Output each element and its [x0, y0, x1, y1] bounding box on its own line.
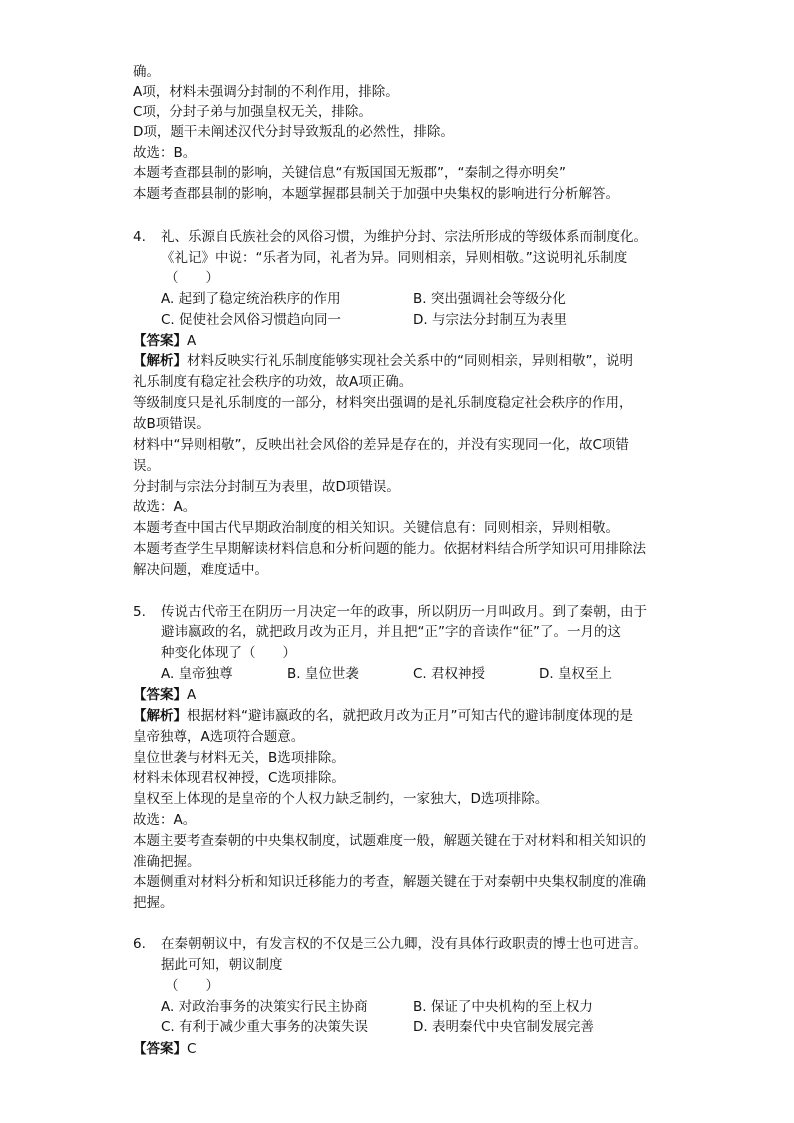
question-number: 4.	[133, 229, 146, 245]
analysis-line	[133, 706, 633, 726]
option-d: D. 与宗法分封制互为表里	[413, 312, 567, 328]
text-line: 准确把握。	[133, 854, 201, 870]
option-a: A. 起到了稳定统治秩序的作用	[161, 291, 341, 307]
option-b: B. 保证了中央机构的至上权力	[413, 999, 593, 1015]
analysis-line	[133, 351, 633, 371]
text-line: 误。	[133, 458, 160, 474]
text-line: 礼乐制度有稳定社会秩序的功效，故A项正确。	[133, 374, 413, 390]
text-line: D项，题干未阐述汉代分封导致叛乱的必然性，排除。	[133, 124, 454, 140]
text-line: 确。	[133, 64, 160, 80]
question-stem-line: 避讳嬴政的名，就把政月改为正月，并且把“正”字的音读作“征”了。一月的这	[161, 624, 621, 640]
text-line: 本题侧重对材料分析和知识迁移能力的考查，解题关键在于对秦朝中央集权制度的准确	[133, 874, 646, 890]
answer-value: A	[187, 687, 197, 703]
question-stem-line: 种变化体现了（ ）	[161, 645, 296, 661]
text-line: A项，材料未强调分封制的不利作用，排除。	[133, 84, 399, 100]
text-line: 材料中“异则相敬”，反映出社会风俗的差异是存在的，并没有实现同一化，故C项错	[133, 437, 629, 453]
option-c: C. 君权神授	[413, 666, 486, 682]
analysis-text: 根据材料“避讳嬴政的名，就把政月改为正月”可知古代的避讳制度体现的是	[187, 708, 633, 724]
option-b: B. 皇位世袭	[287, 666, 359, 682]
question-stem-line: 在秦朝朝议中，有发言权的不仅是三公九卿，没有具体行政职责的博士也可进言。	[161, 936, 647, 952]
answer-line	[133, 1039, 196, 1059]
text-line: 解决问题，难度适中。	[133, 562, 268, 578]
question-stem-line: （ ）	[165, 978, 219, 994]
question-stem-line: 礼、乐源自氏族社会的风俗习惯，为维护分封、宗法所形成的等级体系而制度化。	[161, 229, 647, 245]
question-stem-line: （ ）	[165, 270, 219, 286]
answer-value: A	[187, 333, 197, 349]
answer-line	[133, 685, 196, 705]
text-line: 材料未体现君权神授，C选项排除。	[133, 770, 345, 786]
text-line: 本题考查学生早期解读材料信息和分析问题的能力。依据材料结合所学知识可用排除法	[133, 541, 646, 557]
text-line: 本题考查中国古代早期政治制度的相关知识。关键信息有：同则相亲，异则相敬。	[133, 520, 619, 536]
text-line: 本题考查郡县制的影响，关键信息“有叛国国无叛郡”，“秦制之得亦明矣”	[133, 165, 566, 181]
option-a: A. 皇帝独尊	[161, 666, 233, 682]
option-b: B. 突出强调社会等级分化	[413, 291, 566, 307]
question-number: 6.	[133, 936, 146, 952]
text-line: 皇权至上体现的是皇帝的个人权力缺乏制约，一家独大，D选项排除。	[133, 791, 549, 807]
option-c: C. 有利于减少重大事务的决策失误	[161, 1019, 369, 1035]
analysis-tag: 【解析】	[133, 353, 187, 369]
answer-tag: 【答案】	[133, 1041, 187, 1057]
text-line: 故选：B。	[133, 145, 197, 161]
text-line: 本题考查郡县制的影响，本题掌握郡县制关于加强中央集权的影响进行分析解答。	[133, 186, 619, 202]
answer-tag: 【答案】	[133, 687, 187, 703]
answer-value: C	[187, 1041, 197, 1057]
text-line: 等级制度只是礼乐制度的一部分，材料突出强调的是礼乐制度稳定社会秩序的作用，	[133, 395, 633, 411]
text-line: 分封制与宗法分封制互为表里，故D项错误。	[133, 479, 400, 495]
option-a: A. 对政治事务的决策实行民主协商	[161, 999, 368, 1015]
text-line: 故选：A。	[133, 812, 197, 828]
question-stem-line: 《礼记》中说：“乐者为同，礼者为异。同则相亲，异则相敬。”这说明礼乐制度	[161, 250, 628, 266]
text-line: 故选：A。	[133, 499, 197, 515]
option-c: C. 促使社会风俗习惯趋向同一	[161, 312, 342, 328]
question-number: 5.	[133, 604, 146, 620]
text-line: 皇帝独尊，A选项符合题意。	[133, 729, 305, 745]
text-line: 皇位世袭与材料无关，B选项排除。	[133, 750, 345, 766]
option-d: D. 表明秦代中央官制发展完善	[413, 1019, 594, 1035]
text-line: C项，分封子弟与加强皇权无关，排除。	[133, 104, 372, 120]
text-line: 本题主要考查秦朝的中央集权制度，试题难度一般，解题关键在于对材料和相关知识的	[133, 833, 646, 849]
question-stem-line: 传说古代帝王在阴历一月决定一年的政事，所以阴历一月叫政月。到了秦朝，由于	[161, 604, 647, 620]
question-stem-line: 据此可知，朝议制度	[161, 957, 283, 973]
answer-tag: 【答案】	[133, 333, 187, 349]
option-d: D. 皇权至上	[539, 666, 612, 682]
analysis-tag: 【解析】	[133, 708, 187, 724]
answer-line	[133, 331, 196, 351]
analysis-text: 材料反映实行礼乐制度能够实现社会关系中的“同则相亲，异则相敬”，说明	[187, 353, 633, 369]
text-line: 把握。	[133, 895, 174, 911]
text-line: 故B项错误。	[133, 416, 210, 432]
